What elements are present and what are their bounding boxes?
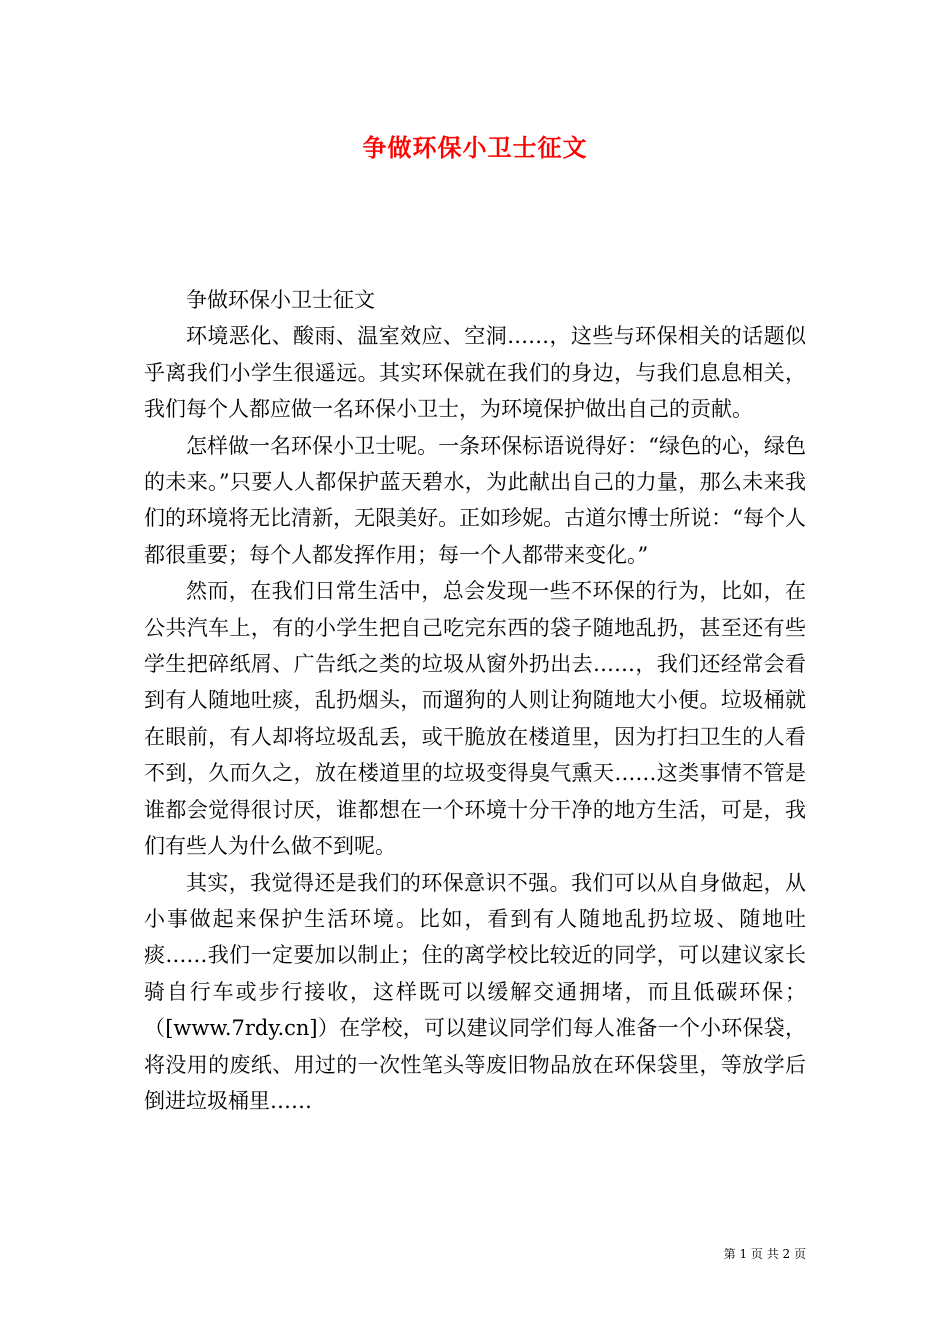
paragraph: 然而，在我们日常生活中，总会发现一些不环保的行为，比如，在公共汽车上，有的小学生把自己吃完东西的袋子随地乱扔，甚至还有些学生把碎纸屑、广告纸之类的垃圾从窗外扔出去……，我们还经常会看到有人随地吐痰，乱扔烟头，而遛狗的人则让狗随地大小便。垃圾桶就在眼前，有人却将垃圾乱丢，或干脆放在楼道里，因为打扫卫生的人看不到，久而久之，放在楼道里的垃圾变得臭气熏天……这类事情不管是谁都会觉得很讨厌，谁都想在一个环境十分干净的地方生活，可是，我们有些人为什么做不到呢。 (144, 579, 806, 859)
paragraph: 怎样做一名环保小卫士呢。一条环保标语说得好：“绿色的心，绿色的未来。”只要人人都保护蓝天碧水，为此献出自己的力量，那么未来我们的环境将无比清新，无限美好。正如珍妮。古道尔博士所说：“每个人都很重要；每个人都发挥作用；每一个人都带来变化。” (144, 433, 806, 567)
page-number-footer: 第 1 页 共 2 页 (723, 1247, 806, 1261)
paragraph-heading: 争做环保小卫士征文 (186, 288, 375, 312)
paragraph: 其实，我觉得还是我们的环保意识不强。我们可以从自身做起，从小事做起来保护生活环境。比如，看到有人随地乱扔垃圾、随地吐痰……我们一定要加以制止；住的离学校比较近的同学，可以建议家长骑自行车或步行接收，这样既可以缓解交通拥堵，而且低碳环保；（[www.7rdy.cn]）在学校，可以建议同学们每人准备一个小环保袋，将没用的废纸、用过的一次性笔头等废旧物品放在环保袋里，等放学后倒进垃圾桶里…… (144, 870, 806, 1113)
paragraph: 环境恶化、酸雨、温室效应、空洞……，这些与环保相关的话题似乎离我们小学生很遥远。其实环保就在我们的身边，与我们息息相关，我们每个人都应做一名环保小卫士，为环境保护做出自己的贡献。 (144, 324, 806, 422)
document-title: 争做环保小卫士征文 (362, 133, 588, 162)
document-body (144, 282, 806, 1119)
